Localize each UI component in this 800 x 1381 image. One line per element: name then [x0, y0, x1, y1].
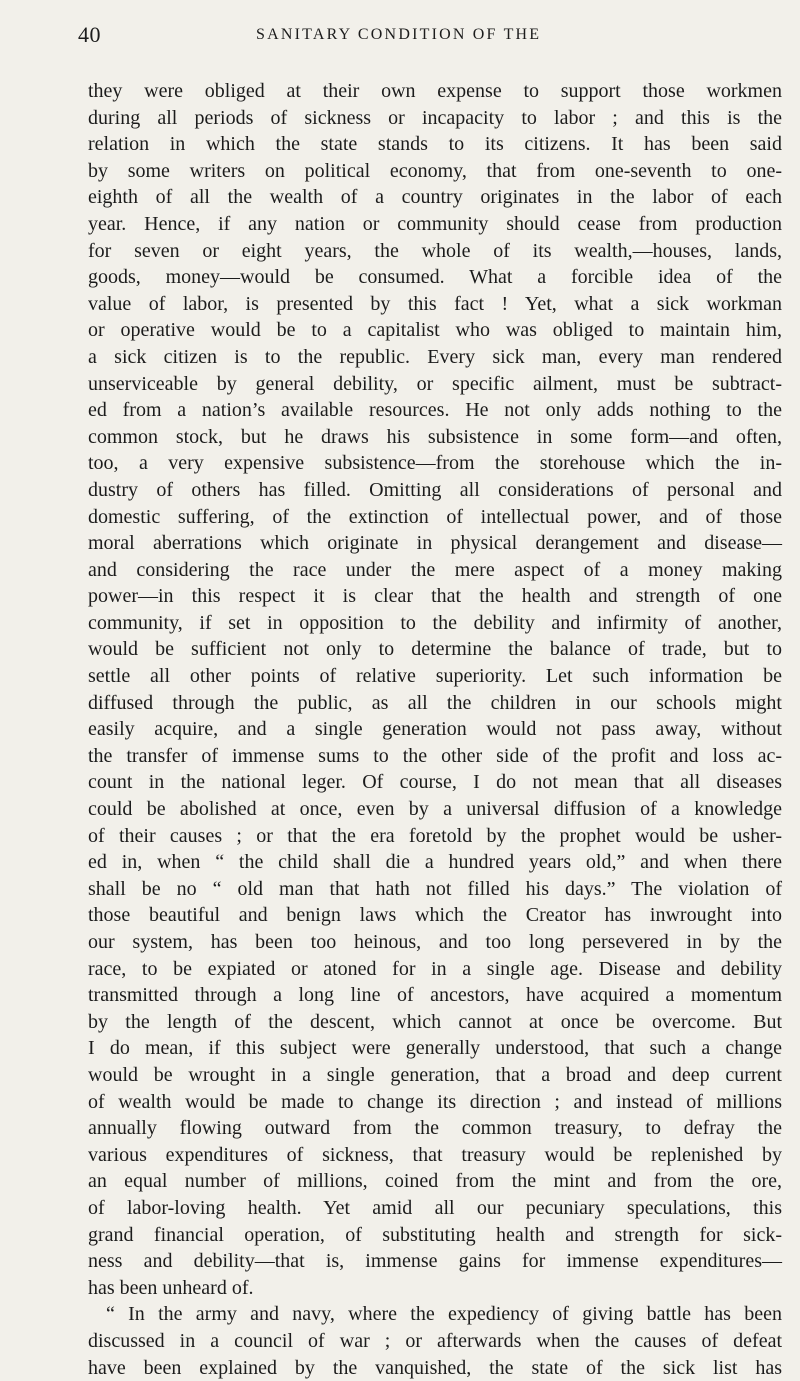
- paragraph-end-line: has been unheard of.: [88, 1275, 782, 1302]
- text-line: by the length of the descent, which cannot at once be overcome. But: [88, 1009, 782, 1036]
- text-line: shall be no “ old man that hath not filled his days.” The violation of: [88, 876, 782, 903]
- text-line: settle all other points of relative superiority. Let such information be: [88, 663, 782, 690]
- page-number: 40: [78, 22, 101, 48]
- text-line: community, if set in opposition to the debility and infirmity of another,: [88, 610, 782, 637]
- text-line: during all periods of sickness or incapacity to labor ; and this is the: [88, 105, 782, 132]
- text-line: easily acquire, and a single generation would not pass away, without: [88, 716, 782, 743]
- text-line: relation in which the state stands to its citizens. It has been said: [88, 131, 782, 158]
- text-line: domestic suffering, of the extinction of intellectual power, and of those: [88, 504, 782, 531]
- text-line: an equal number of millions, coined from the mint and from the ore,: [88, 1168, 782, 1195]
- text-line: I do mean, if this subject were generally understood, that such a change: [88, 1035, 782, 1062]
- text-line: they were obliged at their own expense to support those workmen: [88, 78, 782, 105]
- page-header: [78, 22, 778, 52]
- body-text: [88, 78, 782, 1381]
- text-line: ed in, when “ the child shall die a hundred years old,” and when there: [88, 849, 782, 876]
- text-line: discussed in a council of war ; or afterwards when the causes of defeat: [88, 1328, 782, 1355]
- text-line: count in the national leger. Of course, I do not mean that all diseases: [88, 769, 782, 796]
- text-line: annually flowing outward from the common treasury, to defray the: [88, 1115, 782, 1142]
- text-line: unserviceable by general debility, or specific ailment, must be subtract-: [88, 371, 782, 398]
- text-line: ed from a nation’s available resources. He not only adds nothing to the: [88, 397, 782, 424]
- text-line: goods, money—would be consumed. What a forcible idea of the: [88, 264, 782, 291]
- text-line: dustry of others has filled. Omitting all considerations of personal and: [88, 477, 782, 504]
- text-line: a sick citizen is to the republic. Every sick man, every man rendered: [88, 344, 782, 371]
- paragraph-start-line: “ In the army and navy, where the expediency of giving battle has been: [88, 1301, 782, 1328]
- text-line: various expenditures of sickness, that treasury would be replenished by: [88, 1142, 782, 1169]
- text-line: common stock, but he draws his subsistence in some form—and often,: [88, 424, 782, 451]
- text-line: of labor-loving health. Yet amid all our pecuniary speculations, this: [88, 1195, 782, 1222]
- text-line: the transfer of immense sums to the other side of the profit and loss ac-: [88, 743, 782, 770]
- text-line: transmitted through a long line of ancestors, have acquired a momentum: [88, 982, 782, 1009]
- text-line: for seven or eight years, the whole of its wealth,—houses, lands,: [88, 238, 782, 265]
- text-line: value of labor, is presented by this fact ! Yet, what a sick workman: [88, 291, 782, 318]
- text-line: and considering the race under the mere aspect of a money making: [88, 557, 782, 584]
- text-line: would be sufficient not only to determine the balance of trade, but to: [88, 636, 782, 663]
- text-line: would be wrought in a single generation, that a broad and deep current: [88, 1062, 782, 1089]
- text-line: or operative would be to a capitalist who was obliged to maintain him,: [88, 317, 782, 344]
- text-line: year. Hence, if any nation or community should cease from production: [88, 211, 782, 238]
- text-line: diffused through the public, as all the children in our schools might: [88, 690, 782, 717]
- text-line: too, a very expensive subsistence—from the storehouse which the in-: [88, 450, 782, 477]
- text-line: our system, has been too heinous, and too long persevered in by the: [88, 929, 782, 956]
- text-line: power—in this respect it is clear that the health and strength of one: [88, 583, 782, 610]
- text-line: could be abolished at once, even by a universal diffusion of a knowledge: [88, 796, 782, 823]
- text-line: race, to be expiated or atoned for in a single age. Disease and debility: [88, 956, 782, 983]
- text-line: by some writers on political economy, that from one-seventh to one-: [88, 158, 782, 185]
- text-line: ness and debility—that is, immense gains for immense expenditures—: [88, 1248, 782, 1275]
- text-line: those beautiful and benign laws which the Creator has inwrought into: [88, 902, 782, 929]
- text-line: grand financial operation, of substituting health and strength for sick-: [88, 1222, 782, 1249]
- running-head: SANITARY CONDITION OF THE: [256, 26, 541, 44]
- text-line: eighth of all the wealth of a country originates in the labor of each: [88, 184, 782, 211]
- text-line: moral aberrations which originate in physical derangement and disease—: [88, 530, 782, 557]
- text-line: of their causes ; or that the era foretold by the prophet would be usher-: [88, 823, 782, 850]
- text-line: have been explained by the vanquished, the state of the sick list has: [88, 1355, 782, 1381]
- text-line: of wealth would be made to change its direction ; and instead of millions: [88, 1089, 782, 1116]
